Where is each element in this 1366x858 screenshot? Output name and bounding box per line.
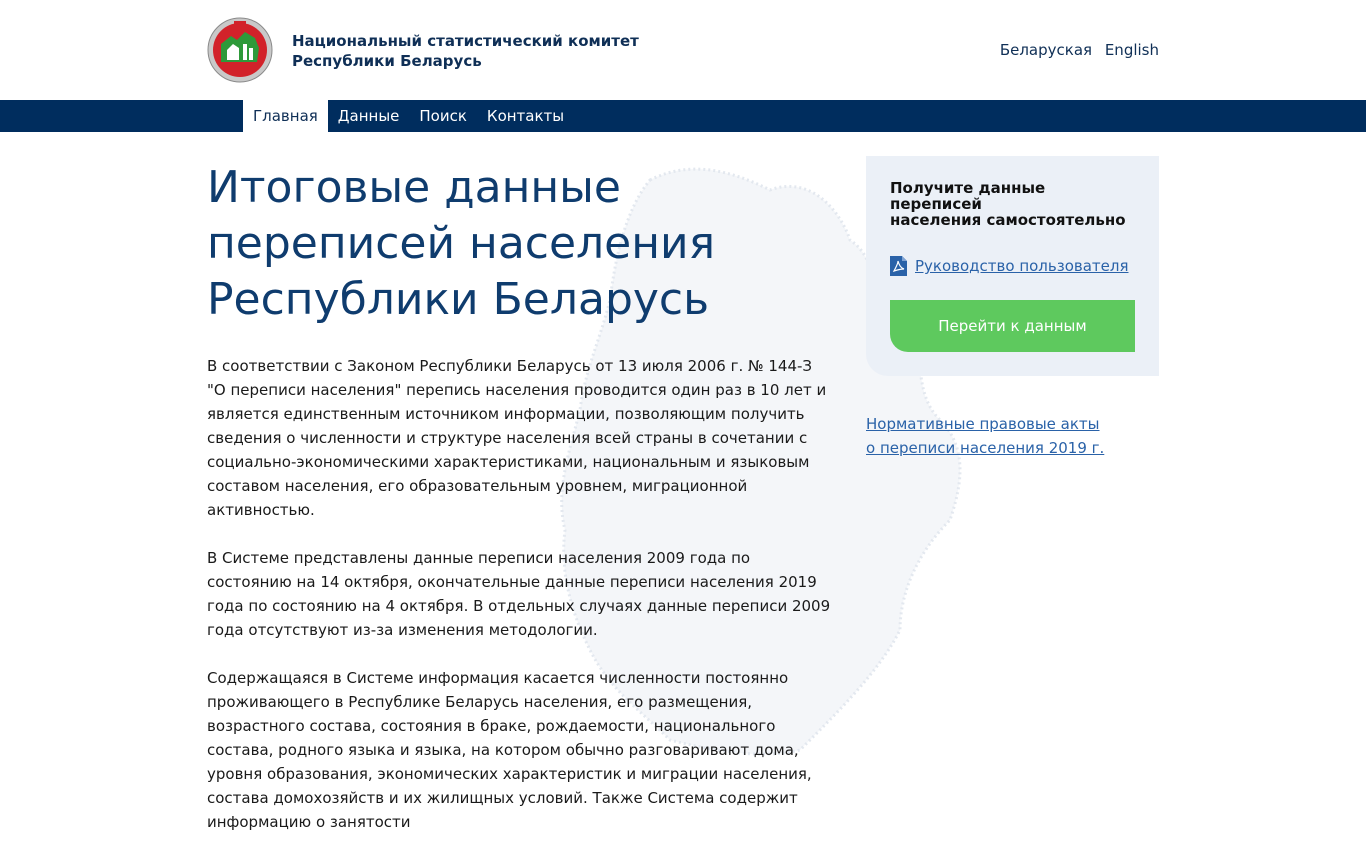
nav-item-data[interactable]: Данные <box>337 107 400 125</box>
pdf-icon <box>890 256 907 276</box>
main-navigation <box>0 100 1366 132</box>
intro-paragraph: В Системе представлены данные переписи населения 2009 года по состоянию на 14 октября, окончательные данные переписи населения 2019 года по состоянию на 4 октября. В отдельных случаях данные переписи 2009 года отсутствуют из-за изменения методологии. <box>207 549 831 639</box>
legal-acts-line1[interactable]: Нормативные правовые акты <box>866 415 1100 433</box>
page-title <box>207 160 832 328</box>
lang-belarusian-link[interactable]: Беларуская <box>999 41 1093 59</box>
legal-acts-line2[interactable]: о переписи населения 2019 г. <box>866 439 1105 457</box>
card-title-line1: Получите данные переписей <box>890 179 1046 213</box>
lang-english-link[interactable]: English <box>1104 41 1159 59</box>
main-content <box>207 160 832 858</box>
site-header <box>0 0 1366 100</box>
card-title <box>890 180 1135 228</box>
page-title-line3: Республики Беларусь <box>207 274 710 325</box>
nav-item-contacts[interactable]: Контакты <box>486 107 565 125</box>
sidebar <box>866 156 1159 460</box>
page-title-line2: переписей населения <box>207 218 716 269</box>
legal-acts-link[interactable] <box>866 412 1126 460</box>
go-to-data-button[interactable]: Перейти к данным <box>890 300 1135 352</box>
user-guide-link[interactable] <box>890 256 1135 276</box>
emblem-logo[interactable] <box>207 14 273 86</box>
org-name-line2: Республики Беларусь <box>292 52 482 70</box>
intro-text <box>207 354 832 834</box>
org-name-line1: Национальный статистический комитет <box>292 32 639 50</box>
get-data-card <box>866 156 1159 376</box>
card-title-line2: населения самостоятельно <box>890 211 1126 229</box>
language-switcher <box>992 41 1159 59</box>
intro-paragraph: В соответствии с Законом Республики Беларусь от 13 июля 2006 г. № 144-З "О переписи населения" перепись населения проводится один раз в 10 лет и является единственным источником информации, позволяющим получить сведения о численности и структуре населения всей страны в сочетании с социально-экономическими характеристиками, национальным и языковым составом населения, его образовательным уровнем, миграционной активностью. <box>207 357 827 519</box>
nav-item-search[interactable]: Поиск <box>419 107 467 125</box>
page-title-line1: Итоговые данные <box>207 162 621 213</box>
nav-item-home[interactable]: Главная <box>243 100 328 132</box>
intro-paragraph: Содержащаяся в Системе информация касается численности постоянно проживающего в Республике Беларусь населения, его размещения, возрастного состава, состояния в браке, рождаемости, национального состава, родного языка и языка, на котором обычно разговаривают дома, уровня образования, экономических характеристик и миграции населения, состава домохозяйств и их жилищных условий. Также Система содержит информацию о занятости <box>207 669 812 831</box>
organization-name <box>292 31 639 71</box>
user-guide-link-label[interactable]: Руководство пользователя <box>915 257 1129 275</box>
